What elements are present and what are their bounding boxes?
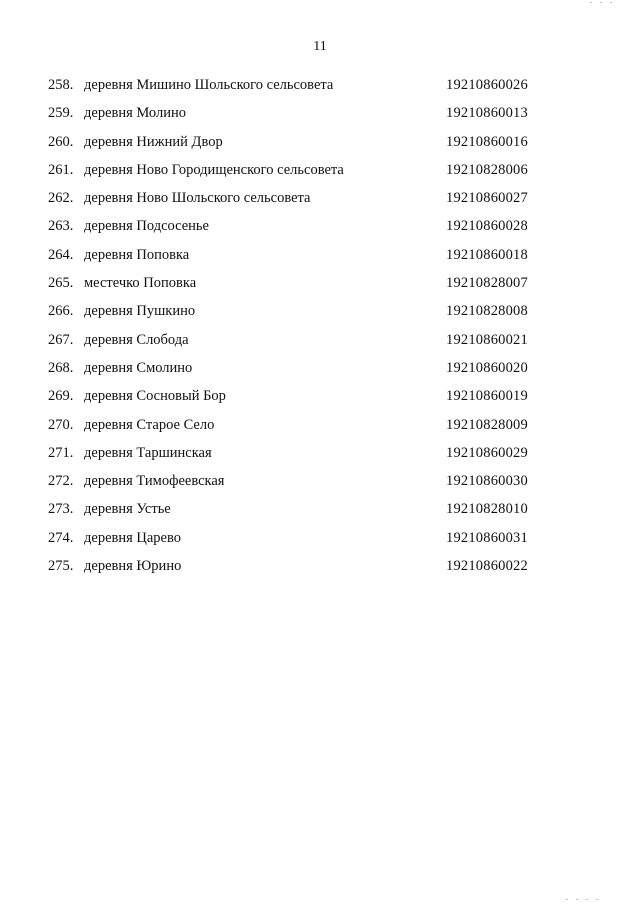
scan-mark-bottom: . . . . (566, 893, 601, 902)
list-item (0, 302, 640, 330)
entry-number: 269. (48, 388, 74, 405)
entry-code: 19210828008 (446, 303, 528, 320)
list-item (0, 189, 640, 217)
entry-code: 19210828009 (446, 416, 528, 433)
entry-code: 19210860029 (446, 444, 528, 461)
entry-name: деревня Смолино (84, 359, 193, 376)
entry-number: 271. (48, 444, 74, 461)
entry-code: 19210860021 (446, 331, 528, 348)
entry-number: 266. (48, 303, 74, 320)
entry-name: деревня Слобода (84, 331, 189, 348)
entry-name: деревня Поповка (84, 246, 190, 263)
entry-code: 19210860019 (446, 388, 528, 405)
list-item (0, 387, 640, 415)
entry-name: деревня Тимофеевская (84, 473, 225, 490)
settlement-list (0, 76, 640, 585)
list-item (0, 557, 640, 585)
list-item (0, 416, 640, 444)
entry-number: 265. (48, 275, 74, 292)
list-item (0, 274, 640, 302)
entry-number: 272. (48, 473, 74, 490)
entry-code: 19210860016 (446, 133, 528, 150)
entry-name: деревня Мишино Шольского сельсовета (84, 77, 334, 93)
entry-code: 19210860018 (446, 246, 528, 263)
page-number: 11 (313, 39, 327, 54)
list-item (0, 76, 640, 104)
list-item (0, 133, 640, 161)
entry-name: деревня Молино (84, 105, 186, 122)
entry-name: деревня Царево (84, 529, 181, 546)
entry-name: деревня Таршинская (84, 444, 212, 461)
entry-code: 19210860020 (446, 359, 528, 376)
entry-name: деревня Ново Шольского сельсовета (84, 190, 311, 207)
entry-code: 19210860013 (446, 105, 528, 122)
entry-number: 273. (48, 501, 74, 518)
entry-name: местечко Поповка (84, 275, 197, 292)
entry-name: деревня Ново Городищенского сельсовета (84, 161, 344, 178)
entry-number: 259. (48, 105, 74, 122)
entry-number: 260. (48, 133, 74, 150)
entry-number: 267. (48, 331, 74, 348)
entry-code: 19210860028 (446, 218, 528, 235)
list-item (0, 217, 640, 245)
entry-number: 274. (48, 529, 74, 546)
entry-number: 270. (48, 416, 74, 433)
list-item (0, 500, 640, 528)
entry-code: 19210860026 (446, 77, 528, 93)
entry-code: 19210828010 (446, 501, 528, 518)
list-item (0, 472, 640, 500)
entry-name: деревня Пушкино (84, 303, 196, 320)
entry-number: 258. (48, 77, 74, 93)
scan-mark-top: . . . (590, 0, 615, 5)
list-item (0, 161, 640, 189)
list-item (0, 359, 640, 387)
entry-code: 19210860022 (446, 558, 528, 575)
entry-number: 263. (48, 218, 74, 235)
entry-name: деревня Юрино (84, 558, 182, 575)
entry-number: 275. (48, 558, 74, 575)
entry-name: деревня Нижний Двор (84, 133, 223, 150)
entry-code: 19210828006 (446, 161, 528, 178)
list-item (0, 529, 640, 557)
list-item (0, 104, 640, 132)
entry-code: 19210860030 (446, 473, 528, 490)
entry-code: 19210860027 (446, 190, 528, 207)
entry-name: деревня Старое Село (84, 416, 215, 433)
entry-name: деревня Устье (84, 501, 171, 518)
list-item (0, 246, 640, 274)
entry-number: 262. (48, 190, 74, 207)
list-item (0, 444, 640, 472)
entry-number: 261. (48, 161, 74, 178)
entry-code: 19210828007 (446, 275, 528, 292)
entry-name: деревня Сосновый Бор (84, 388, 226, 405)
entry-number: 264. (48, 246, 74, 263)
list-item (0, 331, 640, 359)
entry-name: деревня Подсосенье (84, 218, 209, 235)
entry-number: 268. (48, 359, 74, 376)
entry-code: 19210860031 (446, 529, 528, 546)
